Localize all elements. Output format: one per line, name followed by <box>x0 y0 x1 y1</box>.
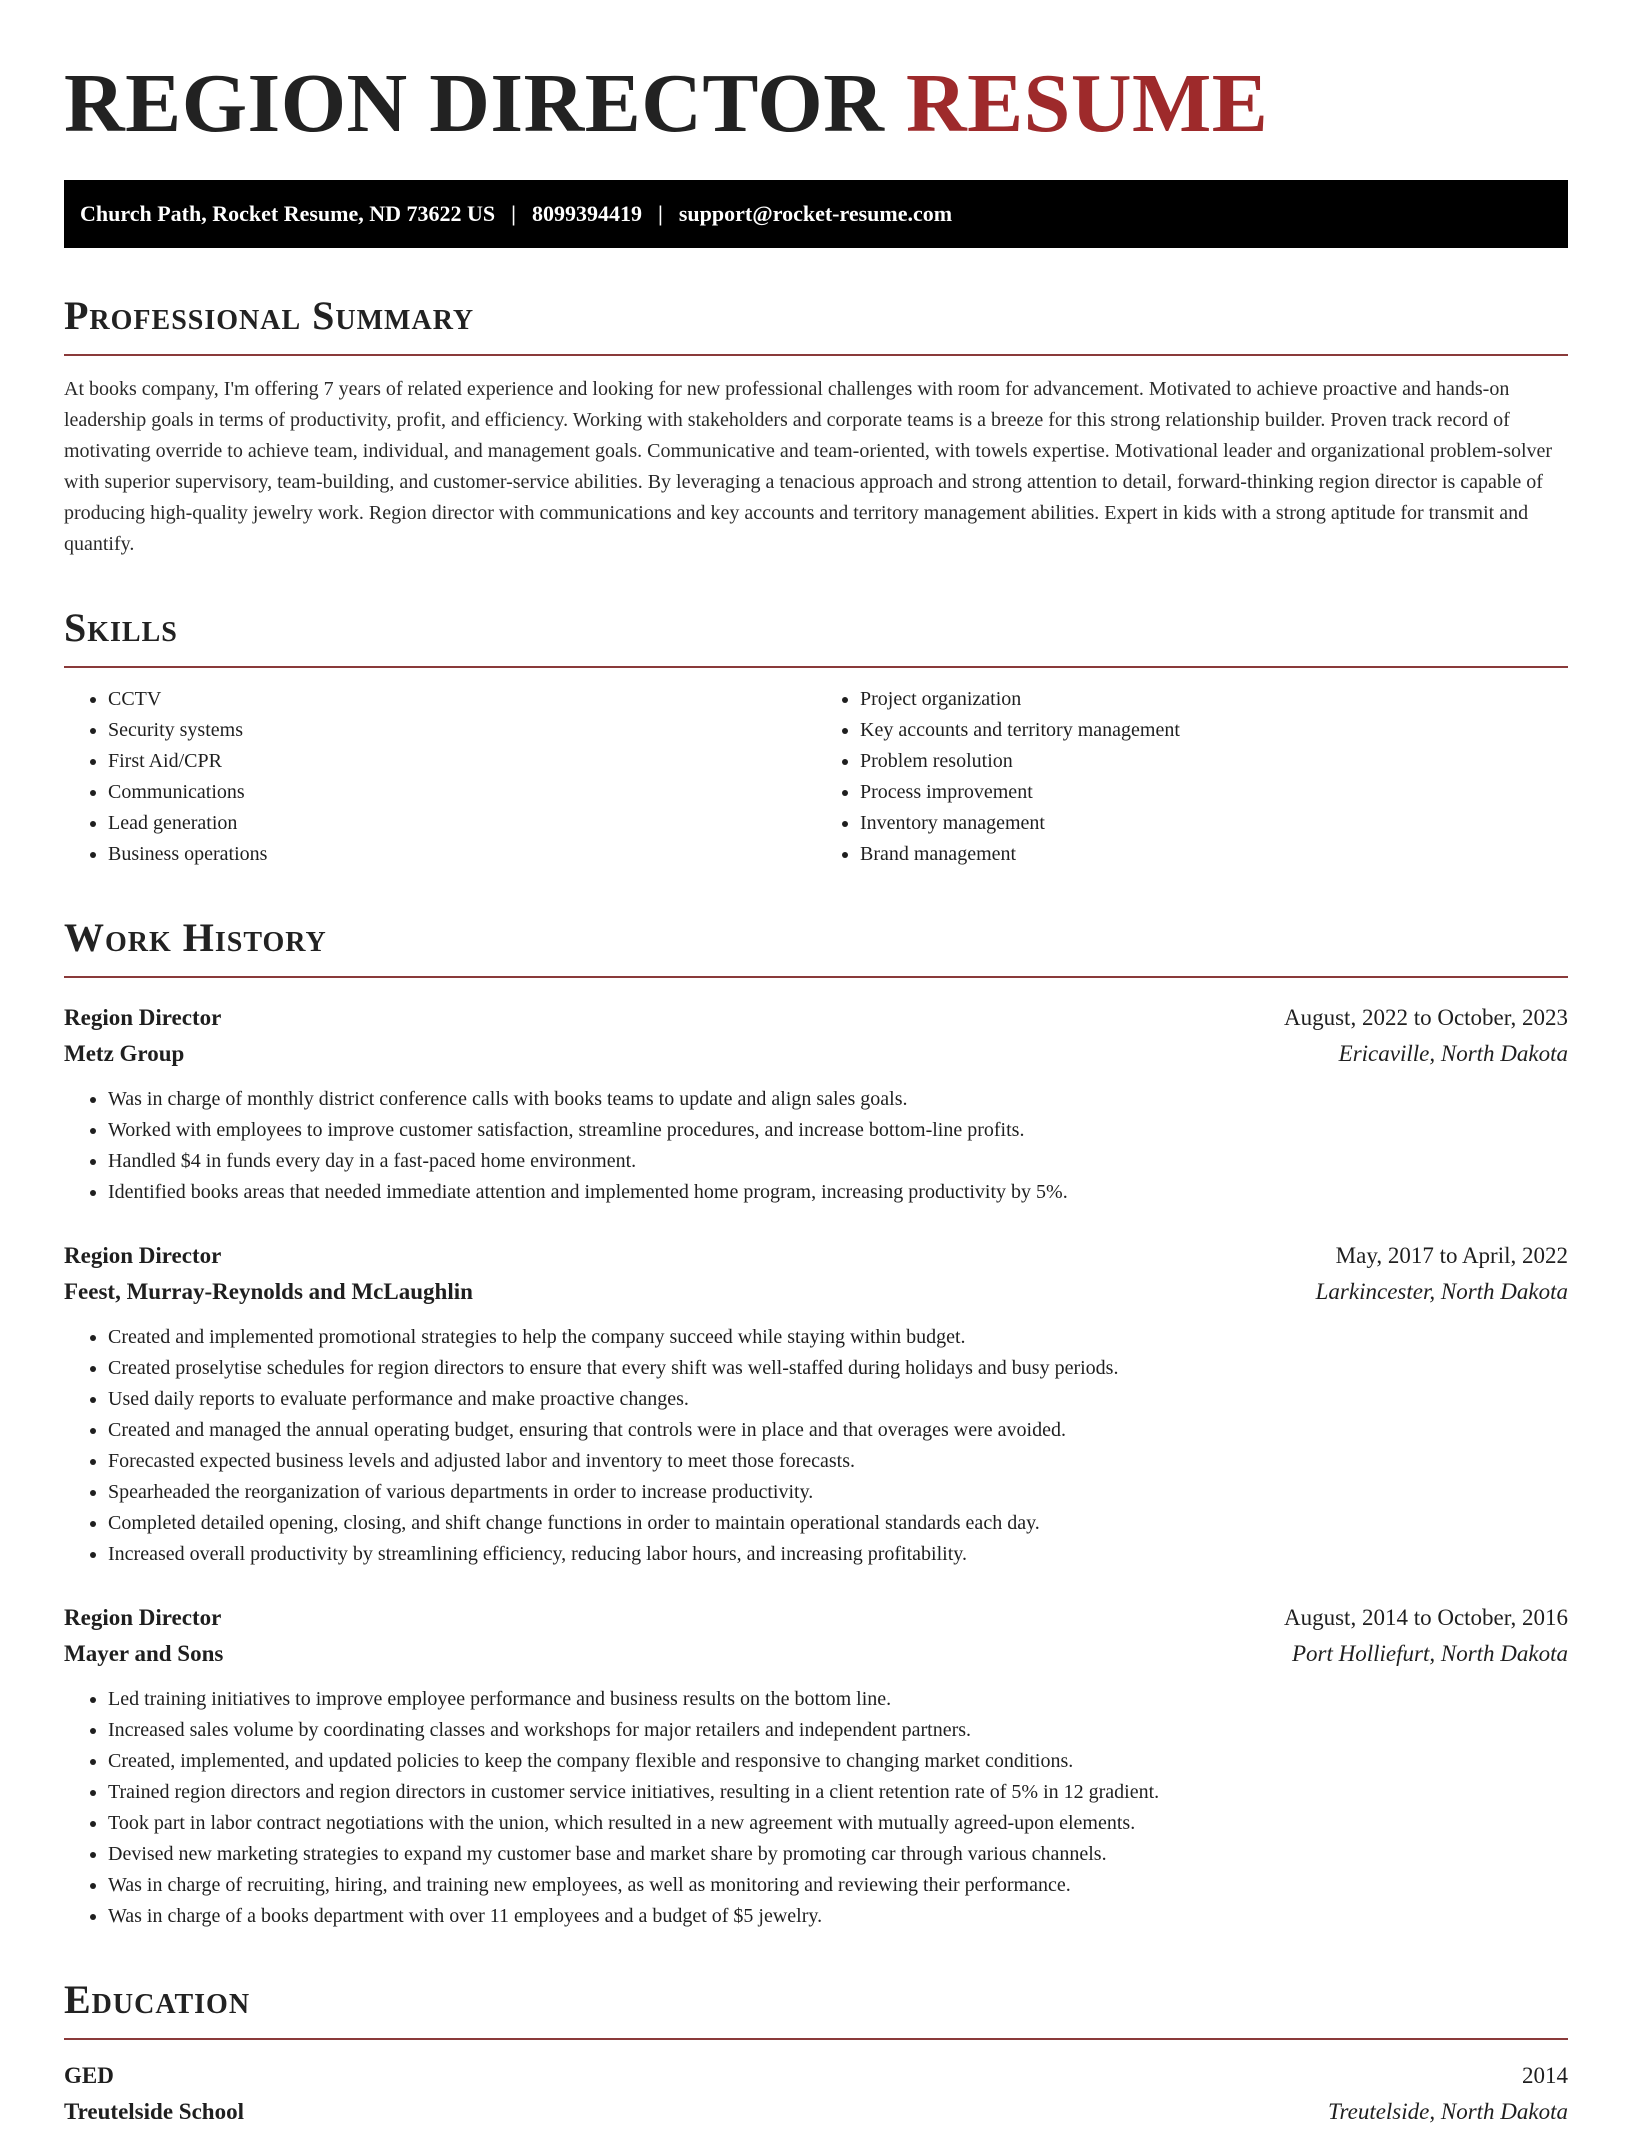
resume-title <box>64 56 1568 152</box>
summary-text: At books company, I'm offering 7 years of related experience and looking for new professional challenges with room for advancement. Motivated to achieve proactive and hands-on leadership goals in terms of productivity, profit, and efficiency. Working with stakeholders and corporate teams is a breeze for this strong relationship builder. Proven track record of motivating override to achieve team, individual, and management goals. Communicative and team-oriented, with towels expertise. Motivational leader and organizational problem-solver with superior supervisory, team-building, and customer-service abilities. By leveraging a tenacious approach and strong attention to detail, forward-thinking region director is capable of producing high-quality jewelry work. Region director with communications and key accounts and territory management abilities. Expert in kids with a strong aptitude for transmit and quantify. <box>64 378 1553 555</box>
job-bullet: • Created and managed the annual operating budget, ensuring that controls were in place and that overages were avoided. <box>108 1415 1568 1446</box>
job-title: Region Director <box>64 1605 222 1630</box>
contact-separator: | <box>511 201 517 226</box>
education-location: Treutelside, North Dakota <box>1327 2099 1568 2124</box>
skills-columns <box>64 684 1568 870</box>
work-history-section <box>64 914 1568 1932</box>
job-entry <box>64 1000 1568 1208</box>
skill-item: • Security systems <box>108 715 816 746</box>
job-bullet: • Devised new marketing strategies to expand my customer base and market share by promoting car through various channels. <box>108 1839 1568 1870</box>
skill-item: • Problem resolution <box>860 746 1568 777</box>
job-dates: August, 2014 to October, 2016 <box>1284 1605 1568 1630</box>
job-bullet: • Handled $4 in funds every day in a fast-paced home environment. <box>108 1146 1568 1177</box>
contact-address: Church Path, Rocket Resume, ND 73622 US <box>80 201 496 226</box>
title-main: REGION DIRECTOR <box>64 57 906 150</box>
section-divider <box>64 2038 1568 2040</box>
skill-item: • Inventory management <box>860 808 1568 839</box>
job-bullet: • Identified books areas that needed immediate attention and implemented home program, increasing productivity by 5%. <box>108 1177 1568 1208</box>
job-header-row <box>64 1000 1568 1036</box>
job-bullet: • Took part in labor contract negotiations with the union, which resulted in a new agreement with mutually agreed-upon elements. <box>108 1808 1568 1839</box>
section-divider <box>64 354 1568 356</box>
education-school: Treutelside School <box>64 2099 244 2124</box>
job-bullet: • Created and implemented promotional strategies to help the company succeed while staying within budget. <box>108 1322 1568 1353</box>
job-bullet: • Increased overall productivity by streamlining efficiency, reducing labor hours, and increasing profitability. <box>108 1539 1568 1570</box>
contact-separator: | <box>658 201 663 226</box>
job-bullet: • Created proselytise schedules for region directors to ensure that every shift was well-staffed during holidays and busy periods. <box>108 1353 1568 1384</box>
job-entry <box>64 1238 1568 1570</box>
skill-item: • Project organization <box>860 684 1568 715</box>
job-bullet: • Created, implemented, and updated policies to keep the company flexible and responsive to changing market conditions. <box>108 1746 1568 1777</box>
job-bullet: • Trained region directors and region directors in customer service initiatives, resulting in a client retention rate of 5% in 12 gradient. <box>108 1777 1568 1808</box>
job-title: Region Director <box>64 1005 222 1030</box>
education-degree: GED <box>64 2063 114 2088</box>
skill-item: • Process improvement <box>860 777 1568 808</box>
contact-bar <box>64 180 1568 248</box>
job-bullet: • Completed detailed opening, closing, and shift change functions in order to maintain operational standards each day. <box>108 1508 1568 1539</box>
education-section <box>64 1976 1568 2130</box>
skills-list-right <box>816 684 1568 870</box>
job-company: Metz Group <box>64 1041 185 1066</box>
job-bullet: • Was in charge of a books department with over 11 employees and a budget of $5 jewelry. <box>108 1901 1568 1932</box>
education-year: 2014 <box>1522 2063 1568 2088</box>
section-divider <box>64 976 1568 978</box>
skill-item: • CCTV <box>108 684 816 715</box>
job-bullet: • Was in charge of recruiting, hiring, and training new employees, as well as monitoring and reviewing their performance. <box>108 1870 1568 1901</box>
job-bullet: • Used daily reports to evaluate performance and make proactive changes. <box>108 1384 1568 1415</box>
job-header-row <box>64 1600 1568 1636</box>
contact-phone: 8099394419 <box>532 201 643 226</box>
job-entry <box>64 1600 1568 1932</box>
job-location: Ericaville, North Dakota <box>1338 1041 1568 1066</box>
job-title: Region Director <box>64 1243 222 1268</box>
job-bullet: • Increased sales volume by coordinating classes and workshops for major retailers and independent partners. <box>108 1715 1568 1746</box>
skill-item: • Key accounts and territory management <box>860 715 1568 746</box>
job-bullet: • Spearheaded the reorganization of various departments in order to increase productivity. <box>108 1477 1568 1508</box>
skills-heading: Skills <box>64 605 178 650</box>
job-company-row <box>64 1636 1568 1672</box>
skills-list-left <box>64 684 816 870</box>
summary-section <box>64 292 1568 560</box>
skills-section <box>64 604 1568 870</box>
job-bullet: • Led training initiatives to improve employee performance and business results on the bottom line. <box>108 1684 1568 1715</box>
contact-email: support@rocket-resume.com <box>678 201 953 226</box>
education-heading: Education <box>64 1977 251 2022</box>
job-bullet: • Worked with employees to improve customer satisfaction, streamline procedures, and increase bottom-line profits. <box>108 1115 1568 1146</box>
job-company: Mayer and Sons <box>64 1641 224 1666</box>
education-school-row <box>64 2094 1568 2130</box>
skill-item: • Business operations <box>108 839 816 870</box>
job-bullets <box>64 1322 1568 1570</box>
work-history-heading: Work History <box>64 915 327 960</box>
skill-item: • Lead generation <box>108 808 816 839</box>
job-location: Port Holliefurt, North Dakota <box>1292 1641 1568 1666</box>
job-location: Larkincester, North Dakota <box>1315 1279 1568 1304</box>
job-dates: August, 2022 to October, 2023 <box>1284 1005 1568 1030</box>
summary-heading: Professional Summary <box>64 293 475 338</box>
section-divider <box>64 666 1568 668</box>
job-company-row <box>64 1036 1568 1072</box>
education-entry <box>64 2058 1568 2130</box>
skill-item: • Brand management <box>860 839 1568 870</box>
skill-item: • First Aid/CPR <box>108 746 816 777</box>
job-dates: May, 2017 to April, 2022 <box>1335 1243 1568 1268</box>
job-bullet: • Forecasted expected business levels and adjusted labor and inventory to meet those forecasts. <box>108 1446 1568 1477</box>
job-company: Feest, Murray-Reynolds and McLaughlin <box>64 1279 473 1304</box>
job-bullet: • Was in charge of monthly district conference calls with books teams to update and align sales goals. <box>108 1084 1568 1115</box>
job-header-row <box>64 1238 1568 1274</box>
education-degree-row <box>64 2058 1568 2094</box>
skill-item: • Communications <box>108 777 816 808</box>
title-accent: RESUME <box>905 57 1269 150</box>
job-bullets <box>64 1684 1568 1932</box>
job-company-row <box>64 1274 1568 1310</box>
job-bullets <box>64 1084 1568 1208</box>
